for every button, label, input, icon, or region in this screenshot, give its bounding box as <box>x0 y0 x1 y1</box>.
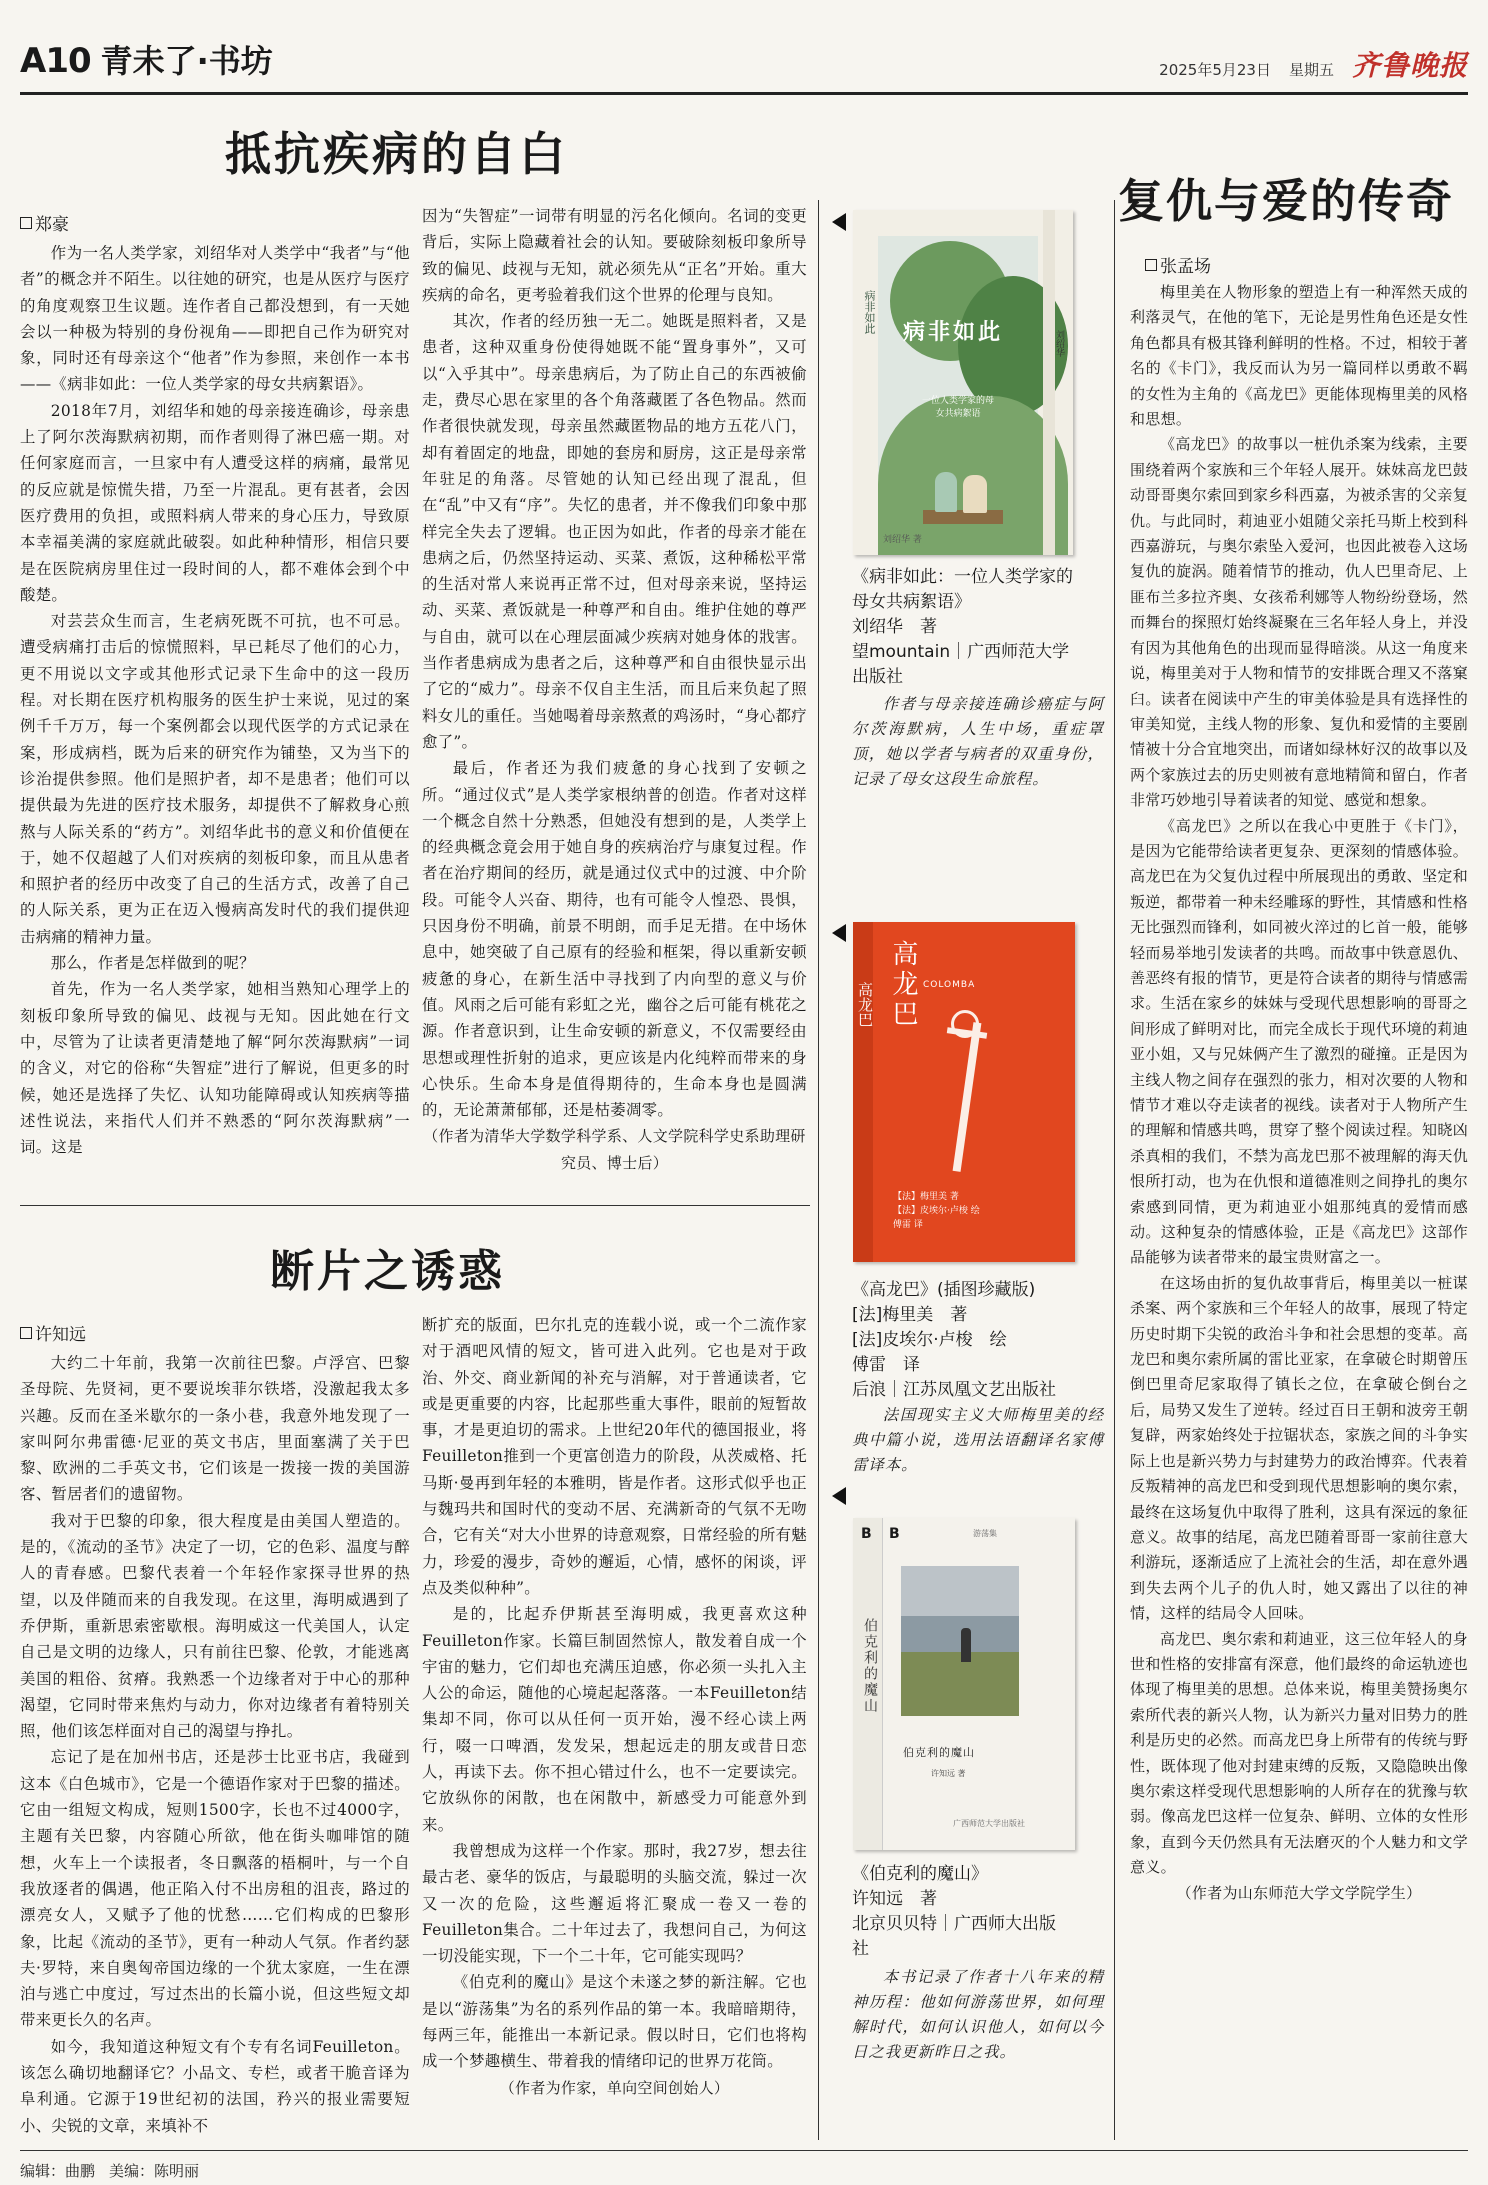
article2-column-1 <box>20 1350 410 2139</box>
paragraph: 《高龙巴》的故事以一桩仇杀案为线索，主要围绕着两个家族和三个年轻人展开。妹妹高龙巴鼓动哥哥奥尔索回到家乡科西嘉，为被杀害的父亲复仇。与此同时，莉迪亚小姐随父亲托马斯上校到科西嘉游玩，与奥尔索坠入爱河，也因此被卷入这场复仇的旋涡。随着情节的推动，仇人巴里奇尼、上匪布兰多拉齐奥、女孩希利娜等人物纷纷登场，然而舞台的探照灯始终凝聚在三名年轻人身上，并没有因为其他角色的出现而显得暗淡。从这一角度来说，梅里美对于人物和情节的安排既合理又不落窠臼。读者在阅读中产生的审美体验是具有选择性的审美知觉，主线人物的形象、复仇和爱情的主要剧情被十分合宜地突出，而诸如绿林好汉的故事以及两个家族过去的历史则被有意地精简和留白，作者非常巧妙地引导着读者的知觉、感觉和想象。 <box>1130 435 1468 810</box>
paragraph: 对芸芸众生而言，生老病死既不可抗，也不可忌。遭受病痛打击后的惊慌照料，早已耗尽了他们的心力，更不用说以文字或其他形式记录下生命中的这一段历程。对长期在医疗机构服务的医生护士来说，见过的案例千千万万，每一个案例都会以现代医学的方式记录在案，形成病档，既为后来的研究作为铺垫，又为当下的诊治提供参照。他们是照护者，却不是患者；他们可以提供最为先进的医疗技术服务，却提供不了解救身心煎熬与人际关系的“药方”。刘绍华此书的意义和价值便在于，她不仅超越了人们对疾病的刻板印象，而且从患者和照护者的经历中改变了自己的生活方式，改善了自己的人际关系，更为正在迈入慢病高发时代的我们提供迎击病痛的精神力量。 <box>20 612 410 946</box>
book1-spine-title: 病非如此 <box>863 290 876 334</box>
paragraph: 首先，作为一名人类学家，她相当熟知心理学上的刻板印象所导致的偏见、歧视与无知。因此她在行文中，尽管为了让读者更清楚地了解“阿尔茨海默病”一词的含义，对它的俗称“失智症”进行了解说，但更多的时候，她还是选择了失忆、认知功能障碍或认知疾病等描述性说法，来指代人们并不熟悉的“阿尔茨海默病”一词。这是 <box>20 980 410 1157</box>
paragraph: 断扩充的版面，巴尔扎克的连载小说，或一个二流作家对于酒吧风情的短文，皆可进入此列。它也是对于政治、外交、商业新闻的补充与消解，对于普通读者，它或是更重要的内容，比起那些重大事件，眼前的短暂故事，才是更迫切的需求。上世纪20年代的德国报业，将Feuilleton推到一个更富创造力的阶段，从茨威格、托马斯·曼再到年轻的本雅明，皆是作者。这形式似乎也正与魏玛共和国时代的变动不居、充满新奇的气氛不无吻合，它有关“对大小世界的诗意观察，日常经验的所有魅力，珍爱的漫步，奇妙的邂逅，心情，感怀的闲谈，评点及类似种种”。 <box>422 1316 807 1597</box>
paragraph: 忘记了是在加州书店，还是莎士比亚书店，我碰到这本《白色城市》，它是一个德语作家对于巴黎的描述。它由一组短文构成，短则1500字，长也不过4000字，主题有关巴黎，内容随心所欲，他在街头咖啡馆的随想，火车上一个读报者，冬日飘落的梧桐叶，与一个自我放逐者的偶遇，他正陷入付不出房租的沮丧，路过的漂亮女人，又赋予了他的忧愁……它们构成的巴黎形象，比起《流动的圣节》，更有一种动人气氛。作者约瑟夫·罗特，来自奥匈帝国边缘的一个犹太家庭，一生在漂泊与逃亡中度过，写过杰出的长篇小说，但这些短文却带来更长久的名声。 <box>20 1748 410 2030</box>
paragraph: 大约二十年前，我第一次前往巴黎。卢浮宫、巴黎圣母院、先贤祠，更不要说埃菲尔铁塔，没激起我太多兴趣。反而在圣米歇尔的一条小巷，我意外地发现了一家叫阿尔弗雷德·尼亚的英文书店，里面塞满了关于巴黎、欧洲的二手英文书，它们该是一拨接一拨的美国游客、暂居者们的遗留物。 <box>20 1354 410 1504</box>
article1-column-1 <box>20 240 410 1160</box>
book1-info-line: 望mountain｜广西师范大学 <box>852 642 1070 662</box>
editor-credit: 编辑：曲鹏 <box>20 2162 96 2180</box>
book1-cover-subtitle: 一位人类学家的母女共病絮语 <box>921 396 994 419</box>
article3-author: 张孟场 <box>1160 257 1211 277</box>
page-number: A10 <box>20 41 91 81</box>
book3-series: 游荡集 <box>973 1529 997 1538</box>
paragraph: 我曾想成为这样一个作家。那时，我27岁，想去往最古老、豪华的饭店，与最聪明的头脑交流，躲过一次又一次的危险，这些邂逅将汇聚成一卷又一卷的Feuilleton集合。二十年过去了，我想问自己，为何这一切没能实现，下一个二十年，它可能实现吗？ <box>422 1841 807 1966</box>
paragraph: 是的，比起乔伊斯甚至海明威，我更喜欢这种Feuilleton作家。长篇巨制固然惊人，散发着自成一个宇宙的魅力，它们却也充满压迫感，你必须一头扎入主人公的命运，随他的心境起起落落。一本Feuilleton结集却不同，你可以从任何一页开始，漫不经心读上两行，啜一口啤酒，发发呆，想起远走的朋友或昔日恋人，再读下去。你不担心错过什么，也不一定要读完。它放纵你的闲散，也在闲散中，新感受力可能意外到来。 <box>422 1605 807 1834</box>
footer-rule <box>20 2150 1468 2151</box>
article1-title: 抵抗疾病的自白 <box>225 127 568 181</box>
book3-cover <box>853 1518 1075 1850</box>
book2-info-line: [法]皮埃尔·卢梭 绘 <box>852 1330 1007 1350</box>
publisher-logo: B <box>889 1526 900 1542</box>
paragraph: 作为一名人类学家，刘绍华对人类学中“我者”与“他者”的概念并不陌生。以往她的研究，也是从医疗与医疗的角度观察卫生议题。连作者自己都没想到，有一天她会以一种极为特别的身份视角——即把自己作为研究对象，同时还有母亲这个“他者”作为参照，来创作一本书——《病非如此：一位人类学家的母女共病絮语》。 <box>20 244 410 394</box>
masthead-right <box>1159 44 1468 84</box>
column-divider <box>1114 200 1115 2140</box>
paragraph: 2018年7月，刘绍华和她的母亲接连确诊，母亲患上了阿尔茨海默病初期，而作者则得了淋巴癌一期。对任何家庭而言，一旦家中有人遭受这样的病痛，最常见的反应就是惊慌失措，乃至一片混乱。更有甚者，会因医疗费用的负担，或照料病人带来的身心压力，导致原本幸福美满的家庭就此破裂。如此种种情形，相信只要是在医院病房里住过一段时间的人，都不难体会到个中酸楚。 <box>20 401 410 604</box>
paragraph: 因为“失智症”一词带有明显的污名化倾向。名词的变更背后，实际上隐藏着社会的认知。要破除刻板印象所导致的偏见、歧视与无知，就必须先从“正名”开始。重大疾病的命名，更考验着我们这个世界的伦理与良知。 <box>422 207 807 304</box>
paragraph: 那么，作者是怎样做到的呢？ <box>50 954 255 973</box>
byline-box-icon <box>20 1327 32 1339</box>
book2-info <box>852 1278 1112 1403</box>
issue-date: 2025年5月23日 <box>1159 61 1271 79</box>
cover-photo <box>901 1566 1019 1716</box>
book1-cover-title: 病非如此 <box>903 319 1004 345</box>
article2-column-2 <box>422 1312 807 2101</box>
paragraph: 《高龙巴》之所以在我心中更胜于《卡门》，是因为它能带给读者更复杂、更深刻的情感体验。高龙巴在为父复仇过程中所展现出的勇敢、坚定和叛逆，都带着一种未经雕琢的野性，其情感和性格无比强烈而锋利，如同被火淬过的匕首一般，能够轻而易举地引发读者的共鸣。而故事中铁意恩仇、善恶终有报的情节，更是符合读者的期待与情感需求。生活在家乡的妹妹与受现代思想影响的哥哥之间形成了鲜明对比，而完全成长于现代环境的莉迪亚小姐，又与兄妹俩产生了激烈的碰撞。正是因为主线人物之间存在强烈的张力，相对次要的人物和情节才难以夺走读者的视线。读者对于人物所产生的理解和情感共鸣，贯穿了整个阅读过程。知晓凶杀真相的我们，不禁为高龙巴那不被理解的海天仇恨所打动，也为在仇恨和道德准则之间挣扎的奥尔索感到同情，更为莉迪亚小姐那纯真的爱情而感动。这种复杂的情感体验，正是《高龙巴》这部作品能够为读者带来的最宝贵财富之一。 <box>1130 816 1468 1267</box>
masthead <box>20 36 1468 92</box>
section-divider <box>20 1205 810 1206</box>
paragraph: 在这场由折的复仇故事背后，梅里美以一桩谋杀案、两个家族和三个年轻人的故事，展现了特定历史时期下尖锐的政治斗争和社会思想的变革。高龙巴和奥尔索所属的雷比亚家，在拿破仑时期曾压倒巴里奇尼家取得了镇长之位，在拿破仑倒台之后，局势又发生了逆转。经过百日王朝和波旁王朝复辟，两家始终处于拉锯状态，家族之间的斗争实际上也是新兴势力与封建势力的政治博弈。代表着反叛精神的高龙巴和受到现代思想影响的奥尔索，最终在这场复仇中取得了胜利，这具有深远的象征意义。故事的结尾，高龙巴随着哥哥一家前往意大利游玩，逐渐适应了上流社会的生活，却在意外遇到失去两个儿子的仇人时，她又露出了以往的神情，这样的结局令人回味。 <box>1130 1273 1468 1623</box>
book2-cover-credits: 【法】梅里美 著 【法】皮埃尔·卢梭 绘 傅雷 译 <box>893 1192 980 1230</box>
book2-info-line: [法]梅里美 著 <box>852 1305 968 1325</box>
book3-cover-publisher: 广西师范大学出版社 <box>953 1819 1025 1828</box>
article2-author: 许知远 <box>35 1325 86 1345</box>
newspaper-logo: 齐鲁晚报 <box>1351 49 1468 82</box>
book3-description-text: 本书记录了作者十八年来的精神历程：他如何游荡世界，如何理解时代，如何认识他人，如何以今日之我更新昨日之我。 <box>852 1968 1104 2061</box>
footer <box>20 2160 199 2181</box>
book3-description <box>852 1965 1104 2065</box>
article3-byline <box>1145 252 1211 277</box>
article3-title: 复仇与爱的传奇 <box>1118 174 1454 228</box>
book1-pointer-icon <box>832 213 846 231</box>
paragraph: 梅里美在人物形象的塑造上有一种浑然天成的利落灵气，在他的笔下，无论是男性角色还是女性角色都具有极其锋利鲜明的性格。不过，相较于著名的《卡门》，我反而认为另一篇同样以勇敢不羁的女性为主角的《高龙巴》更能体现梅里美的风格和思想。 <box>1130 283 1468 429</box>
book1-info-line: 出版社 <box>852 667 903 687</box>
book3-info-line: 社 <box>852 1939 869 1959</box>
book1-spine-author: 刘绍华 <box>1054 330 1064 357</box>
book3-info <box>852 1862 1112 1962</box>
book2-spine-title: 高龙巴 <box>856 982 874 1027</box>
paragraph: 如今，我知道这种短文有个专有名词Feuilleton。该怎么确切地翻译它？小品文、专栏，或者干脆音译为阜利通。它源于19世纪初的法国，矜兴的报业需要短小、尖锐的文章，来填补不 <box>20 2037 410 2135</box>
designer-credit: 美编：陈明丽 <box>109 2162 200 2180</box>
book2-cover-title: 高龙巴 <box>888 940 918 1030</box>
article1-credit: （作者为清华大学数学科学系、人文学院科学史系助理研究员、博士后） <box>423 1127 806 1172</box>
article2-title: 断片之诱惑 <box>270 1246 505 1297</box>
book3-info-line: 许知远 著 <box>852 1889 937 1909</box>
masthead-left <box>20 36 273 82</box>
book2-info-line: 傅雷 译 <box>852 1355 920 1375</box>
book2-description-text: 法国现实主义大师梅里美的经典中篇小说，选用法语翻译名家傅雷译本。 <box>852 1406 1104 1474</box>
paragraph: 高龙巴、奥尔索和莉迪亚，这三位年轻人的身世和性格的安排富有深意，他们最终的命运轨迹也体现了梅里美的思想。总体来说，梅里美赞扬奥尔索所代表的新兴人物，认为新兴力量对旧势力的胜利是历史的必然。而高龙巴身上所带有的传统与野性，既体现了他对封建束缚的反叛，又隐隐映出像奥尔索这样受现代思想影响的人所存在的犹豫与软弱。像高龙巴这样一位复杂、鲜明、立体的女性形象，直到今天仍然具有无法磨灭的个人魅力和文学意义。 <box>1130 1629 1468 1877</box>
book1-info-line: 《病非如此：一位人类学家的 <box>852 567 1073 587</box>
book3-cover-title: 伯克利的魔山 <box>903 1746 975 1759</box>
book2-pointer-icon <box>832 924 846 942</box>
book2-info-line: 后浪｜江苏凤凰文艺出版社 <box>852 1380 1056 1400</box>
byline-box-icon <box>20 217 32 229</box>
paragraph: 我对于巴黎的印象，很大程度是由美国人塑造的。是的，《流动的圣节》决定了一切，它的色彩、温度与醉人的青春感。巴黎代表着一个年轻作家探寻世界的热望，以及伴随而来的自我发现。在这里，海明威遇到了乔伊斯，重新思索密歇根。海明威这一代美国人，认定自己是文明的边缘人，只有前往巴黎、伦敦，才能逃离美国的粗俗、贫瘠。我熟悉一个边缘者对于中心的那种渴望，它同时带来焦灼与动力，你对边缘者有着特别关照，他们该怎样面对自己的渴望与挣扎。 <box>20 1511 410 1741</box>
section-name: 青未了·书坊 <box>100 42 273 80</box>
book3-spine-title: 伯克利的魔山 <box>862 1618 878 1714</box>
book2-cover <box>853 922 1075 1262</box>
column-divider <box>818 200 819 2140</box>
book1-description-text: 作者与母亲接连确诊癌症与阿尔茨海默病，人生中场，重症罩顶，她以学者与病者的双重身份，记录了母女这段生命旅程。 <box>852 695 1104 788</box>
masthead-rule <box>20 92 1468 95</box>
article1-byline <box>20 210 69 235</box>
book1-cover <box>853 210 1073 555</box>
paragraph: 最后，作者还为我们疲惫的身心找到了安顿之所。“通过仪式”是人类学家根纳普的创造。作者对这样一个概念自然十分熟悉，但她没有想到的是，人类学上的经典概念竟会用于她自身的疾病治疗与康复过程。作者在治疗期间的经历，就是通过仪式中的过渡、中介阶段。可能令人兴奋、期待，也有可能令人惶恐、畏惧，只因身份不明确，前景不明朗，而手足无措。在中场休息中，她突破了自己原有的经验和框架，得以重新安顿疲惫的身心，在新生活中寻找到了内向型的意义与价值。风雨之后可能有彩虹之光，幽谷之后可能有桃花之源。作者意识到，让生命安顿的新意义，不仅需要经由思想或理性折射的追求，更应该是内化纯粹而带来的身心快乐。生命本身是值得期待的，生命本身也是圆满的，无论萧萧郁郁，还是枯萎凋零。 <box>422 759 807 1120</box>
book3-pointer-icon <box>832 1487 846 1505</box>
book1-cover-author: 刘绍华 著 <box>883 535 922 545</box>
book2-description <box>852 1403 1104 1478</box>
article1-column-2 <box>422 203 807 1176</box>
book1-info-line: 母女共病絮语》 <box>852 592 971 612</box>
book3-info-line: 北京贝贝特｜广西师大出版 <box>852 1914 1056 1934</box>
byline-box-icon <box>1145 259 1157 271</box>
paragraph: 其次，作者的经历独一无二。她既是照料者，又是患者，这种双重身份使得她既不能“置身事外”，又可以“入乎其中”。母亲患病后，为了防止自己的东西被偷走，费尽心思在家里的各个角落藏匿了各色物品。然而作者很快就发现，母亲虽然藏匿物品的地方五花八门，却有着固定的地盘，即她的套房和厨房，这正是母亲常年驻足的角落。尽管她的认知已经出现了混乱，但在“乱”中又有“序”。失忆的患者，并不像我们印象中那样完全失去了逻辑。也正因为如此，作者的母亲才能在患病之后，仍然坚持运动、买菜、煮饭，这种稀松平常的生活对常人来说再正常不过，但对母亲来说，坚持运动、买菜、煮饭就是一种尊严和自由。维护住她的尊严与自由，就可以在心理层面减少疾病对她身体的戕害。当作者患病成为患者之后，这种尊严和自由很快显示出了它的“威力”。母亲不仅自主生活，而且后来负起了照料女儿的重任。当她喝着母亲熬煮的鸡汤时，“身心都疗愈了”。 <box>422 312 807 751</box>
article1-author: 郑豪 <box>35 215 69 235</box>
book1-description <box>852 692 1104 792</box>
publisher-logo: B <box>861 1526 872 1542</box>
article3-column <box>1130 280 1468 1906</box>
book1-info <box>852 565 1112 690</box>
book3-info-line: 《伯克利的魔山》 <box>852 1864 988 1884</box>
book3-cover-author: 许知远 著 <box>931 1769 966 1778</box>
article2-byline <box>20 1320 86 1345</box>
book2-info-line: 《高龙巴》(插图珍藏版) <box>852 1280 1036 1300</box>
article3-credit: （作者为山东师范大学文学院学生） <box>1176 1883 1422 1902</box>
book1-info-line: 刘绍华 著 <box>852 617 937 637</box>
issue-weekday: 星期五 <box>1288 61 1334 79</box>
paragraph: 《伯克利的魔山》是这个未遂之梦的新注解。它也是以“游荡集”为名的系列作品的第一本。我暗暗期待，每两三年，能推出一本新记录。假以时日，它们也将构成一个梦趣横生、带着我的情绪印记的世界万花筒。 <box>422 1973 807 2071</box>
book2-cover-subtitle: COLOMBA <box>923 980 976 990</box>
article2-credit: （作者为作家，单向空间创始人） <box>499 2078 730 2097</box>
